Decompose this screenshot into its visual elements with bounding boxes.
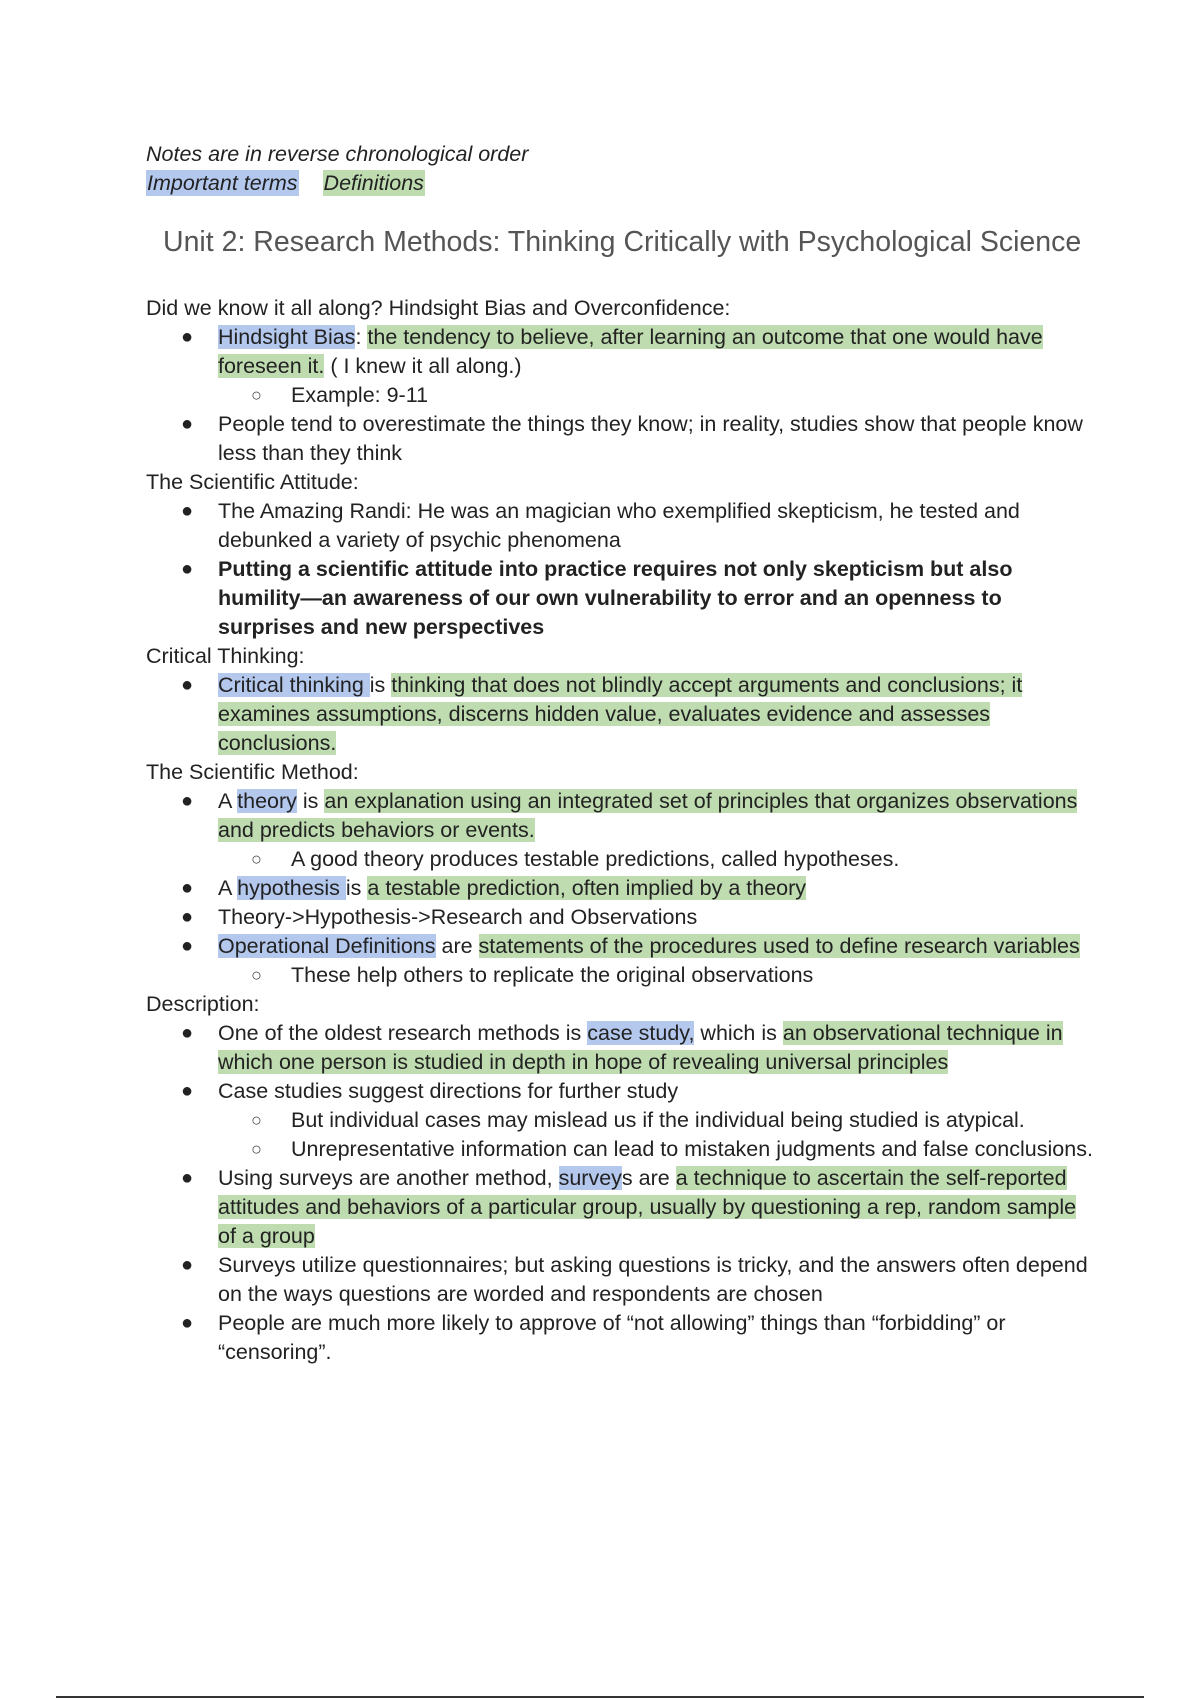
definition: a testable prediction, often implied by a theory xyxy=(367,876,807,900)
legend-definitions: Definitions xyxy=(323,171,424,195)
term: Hindsight Bias xyxy=(218,325,356,349)
section-heading: Critical Thinking: xyxy=(146,644,305,668)
term: Critical thinking xyxy=(218,673,370,697)
term: case study, xyxy=(587,1021,695,1045)
sub-list-item: ○ But individual cases may mislead us if the individual being studied is atypical. xyxy=(218,1106,1096,1135)
sub-list-item: ○ These help others to replicate the original observations xyxy=(218,961,1096,990)
legend-note: Notes are in reverse chronological order xyxy=(146,142,529,166)
section-scientific-attitude xyxy=(146,468,1096,642)
list-item: ● Case studies suggest directions for further study ○ But individual cases may mislead us if the individual being studied is atypical. ○ Unrepresentative information can lead to mistaken judgments and false conclusions. xyxy=(146,1077,1096,1164)
bullet-icon: ● xyxy=(181,674,194,696)
term: theory xyxy=(237,789,297,813)
sub-list-item: ○ Unrepresentative information can lead to mistaken judgments and false conclusions. xyxy=(218,1135,1096,1164)
bullet-icon: ● xyxy=(181,1254,194,1276)
list-item: ● Using surveys are another method, surveys are a technique to ascertain the self-reported attitudes and behaviors of a particular group, usually by questioning a rep, random sample of a group xyxy=(181,1166,1077,1248)
list-item: ● Surveys utilize questionnaires; but asking questions is tricky, and the answers often depend on the ways questions are worded and respondents are chosen xyxy=(181,1253,1088,1306)
list-item: ● Hindsight Bias: the tendency to believe, after learning an outcome that one would have foreseen it. ( I knew it all along.) ○ Example: 9-11 xyxy=(146,323,1096,410)
section-description xyxy=(146,990,1096,1367)
bullet-icon: ● xyxy=(181,1080,194,1102)
bullet-icon: ● xyxy=(181,558,194,580)
definition: the tendency to believe, after learning an outcome that one would have foreseen it. xyxy=(218,325,1043,378)
list-item: ● Theory->Hypothesis->Research and Observations xyxy=(146,903,1096,932)
list-item: ● Critical thinking is thinking that does not blindly accept arguments and conclusions; it examines assumptions, discerns hidden value, evaluates evidence and assesses conclusions. xyxy=(181,673,1023,755)
list-item: ● One of the oldest research methods is case study, which is an observational technique in which one person is studied in depth in hope of revealing universal principles xyxy=(181,1021,1063,1074)
legend-important-terms: Important terms xyxy=(147,171,298,195)
list-item: ● A theory is an explanation using an integrated set of principles that organizes observations and predicts behaviors or events. ○ A good theory produces testable predictions, called hypotheses. xyxy=(146,787,1096,874)
list-item xyxy=(146,555,1096,642)
bullet-icon: ● xyxy=(181,326,194,348)
term: Operational Definitions xyxy=(218,934,436,958)
bullet-icon: ● xyxy=(181,1312,194,1334)
bullet-icon: ● xyxy=(181,1167,194,1189)
page-bottom-rule xyxy=(56,1696,1144,1698)
section-hindsight-bias xyxy=(146,294,1096,468)
bullet-icon: ● xyxy=(181,500,194,522)
list-item: ● People are much more likely to approve of “not allowing” things than “forbidding” or “censoring”. xyxy=(181,1311,1006,1364)
sub-list-item: ○ Example: 9-11 xyxy=(218,381,1096,410)
list-item: ● A hypothesis is a testable prediction, often implied by a theory xyxy=(146,874,1096,903)
sub-list-item: ○ A good theory produces testable predictions, called hypotheses. xyxy=(218,845,1096,874)
bullet-icon: ● xyxy=(181,935,194,957)
hollow-bullet-icon: ○ xyxy=(251,385,262,405)
bullet-icon: ● xyxy=(181,413,194,435)
term: survey xyxy=(558,1166,622,1190)
bullet-icon: ● xyxy=(181,790,194,812)
hollow-bullet-icon: ○ xyxy=(251,965,262,985)
section-heading: Did we know it all along? Hindsight Bias and Overconfidence: xyxy=(146,296,731,320)
term: hypothesis xyxy=(237,876,346,900)
section-heading: The Scientific Method: xyxy=(146,760,359,784)
list-item: ● The Amazing Randi: He was an magician who exemplified skepticism, he tested and debunked a variety of psychic phenomena xyxy=(181,499,1020,552)
bullet-icon: ● xyxy=(181,877,194,899)
bullet-icon: ● xyxy=(181,906,194,928)
legend-key xyxy=(146,169,1096,198)
list-item: ● People tend to overestimate the things they know; in reality, studies show that people know less than they think xyxy=(181,412,1083,465)
section-scientific-method xyxy=(146,758,1096,990)
hollow-bullet-icon: ○ xyxy=(251,849,262,869)
list-item: ● Operational Definitions are statements of the procedures used to define research variables ○ These help others to replicate the original observations xyxy=(146,932,1096,990)
bullet-icon: ● xyxy=(181,1022,194,1044)
definition: a technique to ascertain the self-reported attitudes and behaviors of a particular group, usually by questioning a rep, random sample of a group xyxy=(218,1166,1077,1248)
section-critical-thinking xyxy=(146,642,1096,758)
hollow-bullet-icon: ○ xyxy=(251,1139,262,1159)
page-title: Unit 2: Research Methods: Thinking Critically with Psychological Science xyxy=(163,226,1082,258)
notes-content xyxy=(146,140,1096,1367)
definition: statements of the procedures used to define research variables xyxy=(478,934,1080,958)
section-heading: Description: xyxy=(146,992,260,1016)
definition: an explanation using an integrated set of principles that organizes observations and predicts behaviors or events. xyxy=(218,789,1078,842)
hollow-bullet-icon: ○ xyxy=(251,1110,262,1130)
definition: thinking that does not blindly accept arguments and conclusions; it examines assumptions, discerns hidden value, evaluates evidence and assesses conclusions. xyxy=(218,673,1023,755)
bold-statement: Putting a scientific attitude into practice requires not only skepticism but also humility—an awareness of our own vulnerability to error and an openness to surprises and new perspectives xyxy=(218,557,1013,639)
definition: an observational technique in which one person is studied in depth in hope of revealing universal principles xyxy=(218,1021,1063,1074)
section-heading: The Scientific Attitude: xyxy=(146,470,359,494)
